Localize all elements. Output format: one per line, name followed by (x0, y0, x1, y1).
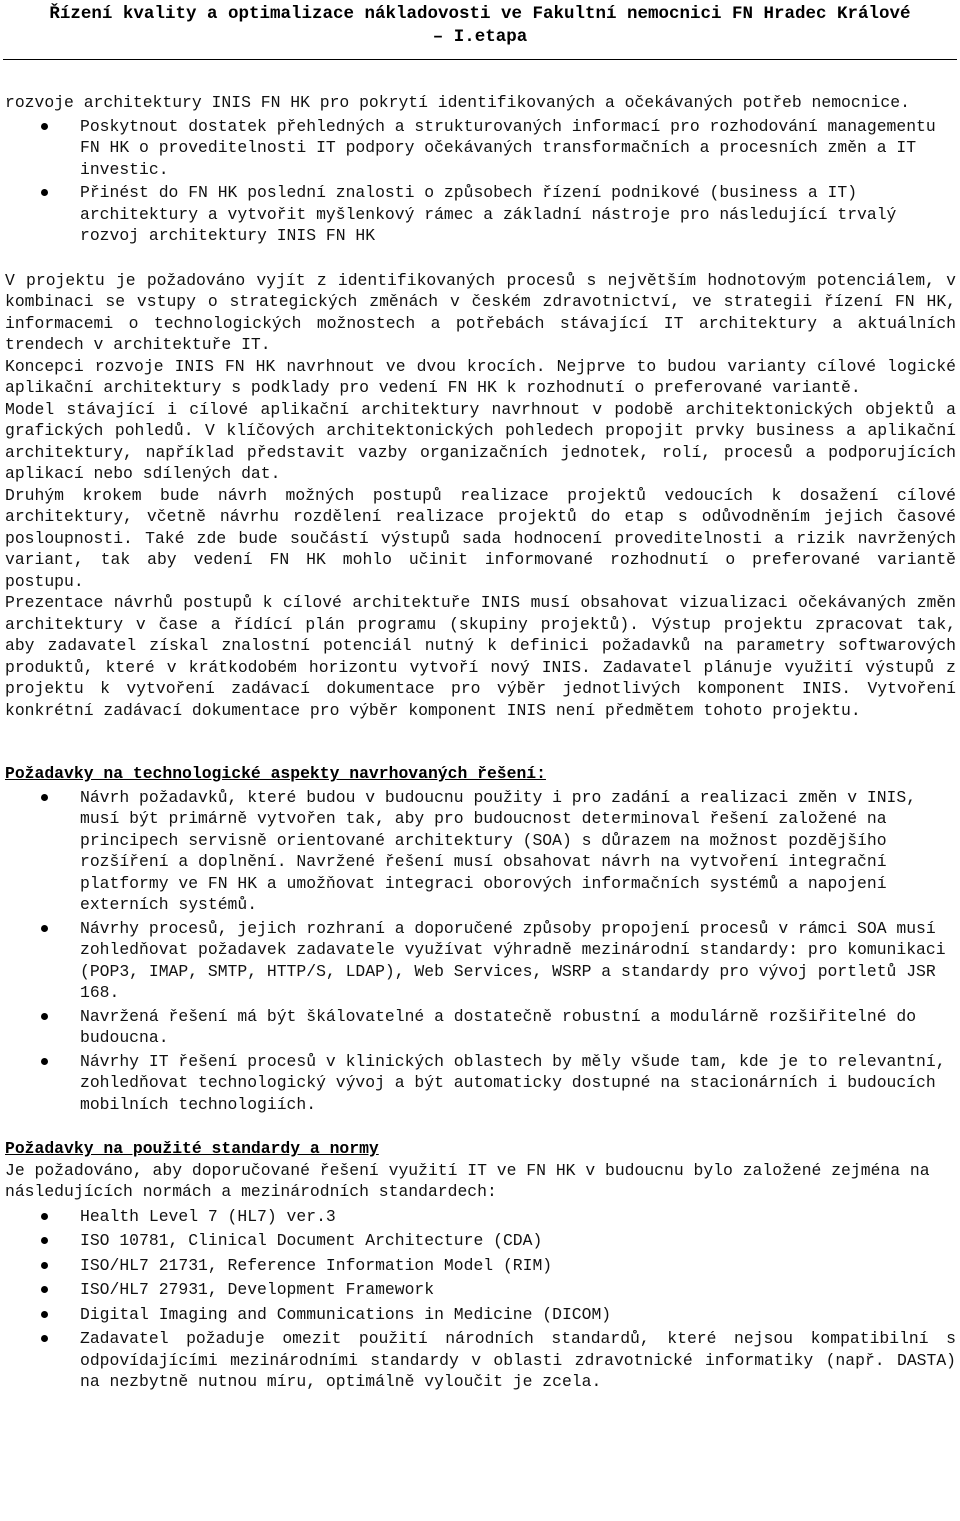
list-item-text: ISO 10781, Clinical Document Architecture (CDA) (80, 1231, 543, 1250)
standards-intro: Je požadováno, aby doporučované řešení využití IT ve FN HK v budoucnu bylo založené zejména na následujících normách a mezinárodních standardech: (5, 1160, 930, 1201)
list-item-text: Zadavatel požaduje omezit použití národních standardů, které nejsou kompatibilní s odpovídajícími mezinárodními standardy v oblasti zdravotnické informatiky (např. DASTA) na nezbytně nutnou míru, optimálně vyloučit je zcela. (80, 1329, 956, 1391)
list-item-text: ISO/HL7 21731, Reference Information Model (RIM) (80, 1255, 553, 1275)
list-item (5, 1206, 956, 1228)
list-item (5, 918, 956, 1004)
bullet-icon (41, 1335, 48, 1342)
section-heading-tech: Požadavky na technologické aspekty navrhovaných řešení: (5, 764, 546, 783)
bullet-icon (41, 1213, 48, 1220)
document-body (5, 92, 956, 1396)
intro-bullet-list (5, 116, 956, 247)
list-item-text: Návrhy procesů, jejich rozhraní a doporučené způsoby propojení procesů v rámci SOA musí zohledňovat požadavek zadavatele využívat výhradně mezinárodní standardy: pro komunikaci (POP3, IMAP, SMTP, HTTP/S, LDAP), Web Services, WSRP a standardy pro vývoj portletů JSR 168. (80, 918, 946, 1002)
list-item (5, 1230, 956, 1252)
spacer (5, 1117, 956, 1138)
list-item (5, 116, 956, 181)
body-paragraph: Prezentace návrhů postupů k cílové architektuře INIS musí obsahovat vizualizaci očekávaných změn architektury v čase a řídící plán programu (skupiny projektů). Výstup projektu zpracovat tak, aby zadavatel získal znalostní potenciál nutný k definici požadavků na parametry softwarových produktů, které v krátkodobém horizontu vytvoří nový INIS. Zadavatel plánuje využití výstupů z projektu k vytvoření zadávací dokumentace pro výběr jednotlivých komponent INIS. Vytvoření konkrétní zadávací dokumentace pro výběr komponent INIS není předmětem tohoto projektu. (5, 593, 956, 720)
list-item (5, 787, 956, 916)
list-item-text: Návrh požadavků, které budou v budoucnu použity i pro zadání a realizaci změn v INIS, musí být primárně vytvořen tak, aby pro budoucnost determinoval řešení založené na principech servisně orientované architektury (SOA) s důrazem na možnost pozdějšího rozšíření a doplnění. Navržené řešení musí obsahovat návrh na vytvoření integrační platformy ve FN HK a umožňovat integraci oborových informačních systémů a napojení externích systémů. (80, 787, 917, 914)
spacer (5, 249, 956, 270)
intro-continuation: rozvoje architektury INIS FN HK pro pokrytí identifikovaných a očekávaných potřeb nemocnice. (5, 93, 910, 112)
list-item-text: Navržená řešení má být škálovatelné a dostatečně robustní a modulárně rozšiřitelné do budoucna. (80, 1006, 917, 1047)
bullet-icon (41, 1262, 48, 1269)
page-header (0, 0, 960, 49)
body-paragraph: Model stávající i cílové aplikační architektury navrhnout v podobě architektonických objektů a grafických pohledů. V klíčových architektonických pohledech propojit prvky business a aplikační architektury, například představit vazby organizačních jednotek, rolí, procesů a podporujících aplikací nebo sdílených dat. (5, 399, 956, 483)
list-item-text: Digital Imaging and Communications in Medicine (DICOM) (80, 1304, 612, 1324)
bullet-icon (41, 123, 48, 130)
tech-bullet-list (5, 787, 956, 1116)
bullet-icon (41, 1311, 48, 1318)
body-paragraph: V projektu je požadováno vyjít z identifikovaných procesů s největším hodnotovým potenciálem, v kombinaci se vstupy o strategických změnách v českém zdravotnictví, ve strategii řízení FN HK, informacemi o technologických možnostech a potřebách stávající IT architektury a aktuálních trendech v architektuře IT. (5, 270, 956, 354)
header-title-line2: – I.etapa (432, 27, 528, 47)
list-item-text: Poskytnout dostatek přehledných a strukturovaných informací pro rozhodování managementu FN HK o proveditelnosti IT podpory očekávaných transformačních a procesních změn a IT investic. (80, 116, 936, 179)
list-item (5, 182, 956, 247)
bullet-icon (41, 1013, 48, 1020)
body-paragraph: Koncepci rozvoje INIS FN HK navrhnout ve dvou krocích. Nejprve to budou varianty cílové logické aplikační architektury s podklady pro vedení FN HK k rozhodnutí o preferované variantě. (5, 356, 956, 397)
bullet-icon (41, 189, 48, 196)
bullet-icon (41, 794, 48, 801)
list-item-text: ISO/HL7 27931, Development Framework (80, 1280, 435, 1299)
section-heading-standards: Požadavky na použité standardy a normy (5, 1139, 379, 1158)
bullet-icon (41, 1237, 48, 1244)
list-item-text: Návrhy IT řešení procesů v klinických oblastech by měly všude tam, kde je to relevantní, zohledňovat technologický vývoj a být automaticky dostupné na stacionárních i budoucích mobilních technologiích. (80, 1051, 946, 1114)
body-paragraph: Druhým krokem bude návrh možných postupů realizace projektů vedoucích k dosažení cílové architektury, včetně návrhu rozdělení realizace projektů do etap s odůvodněním jejich časové posloupnosti. Také zde bude součástí výstupů sada hodnocení proveditelnosti a rizik navržených variant, tak aby vedení FN HK mohlo učinit informované rozhodnutí o preferované variantě postupu. (5, 485, 956, 591)
bullet-icon (41, 1286, 48, 1293)
spacer (5, 721, 956, 763)
list-item (5, 1279, 956, 1301)
list-item (5, 1006, 956, 1049)
list-item (5, 1328, 956, 1393)
list-item (5, 1304, 956, 1326)
bullet-icon (41, 1058, 48, 1065)
bullet-icon (41, 925, 48, 932)
list-item-text: Přinést do FN HK poslední znalosti o způsobech řízení podnikové (business a IT) architektury a vytvořit myšlenkový rámec a základní nástroje pro následující trvalý rozvoj architektury INIS FN HK (80, 183, 897, 245)
standards-bullet-list (5, 1206, 956, 1393)
list-item-text: Health Level 7 (HL7) ver.3 (80, 1206, 336, 1226)
list-item (5, 1255, 956, 1277)
list-item (5, 1051, 956, 1116)
header-title-line1: Řízení kvality a optimalizace nákladovosti ve Fakultní nemocnici FN Hradec Králové (49, 4, 911, 24)
header-divider (3, 59, 957, 60)
